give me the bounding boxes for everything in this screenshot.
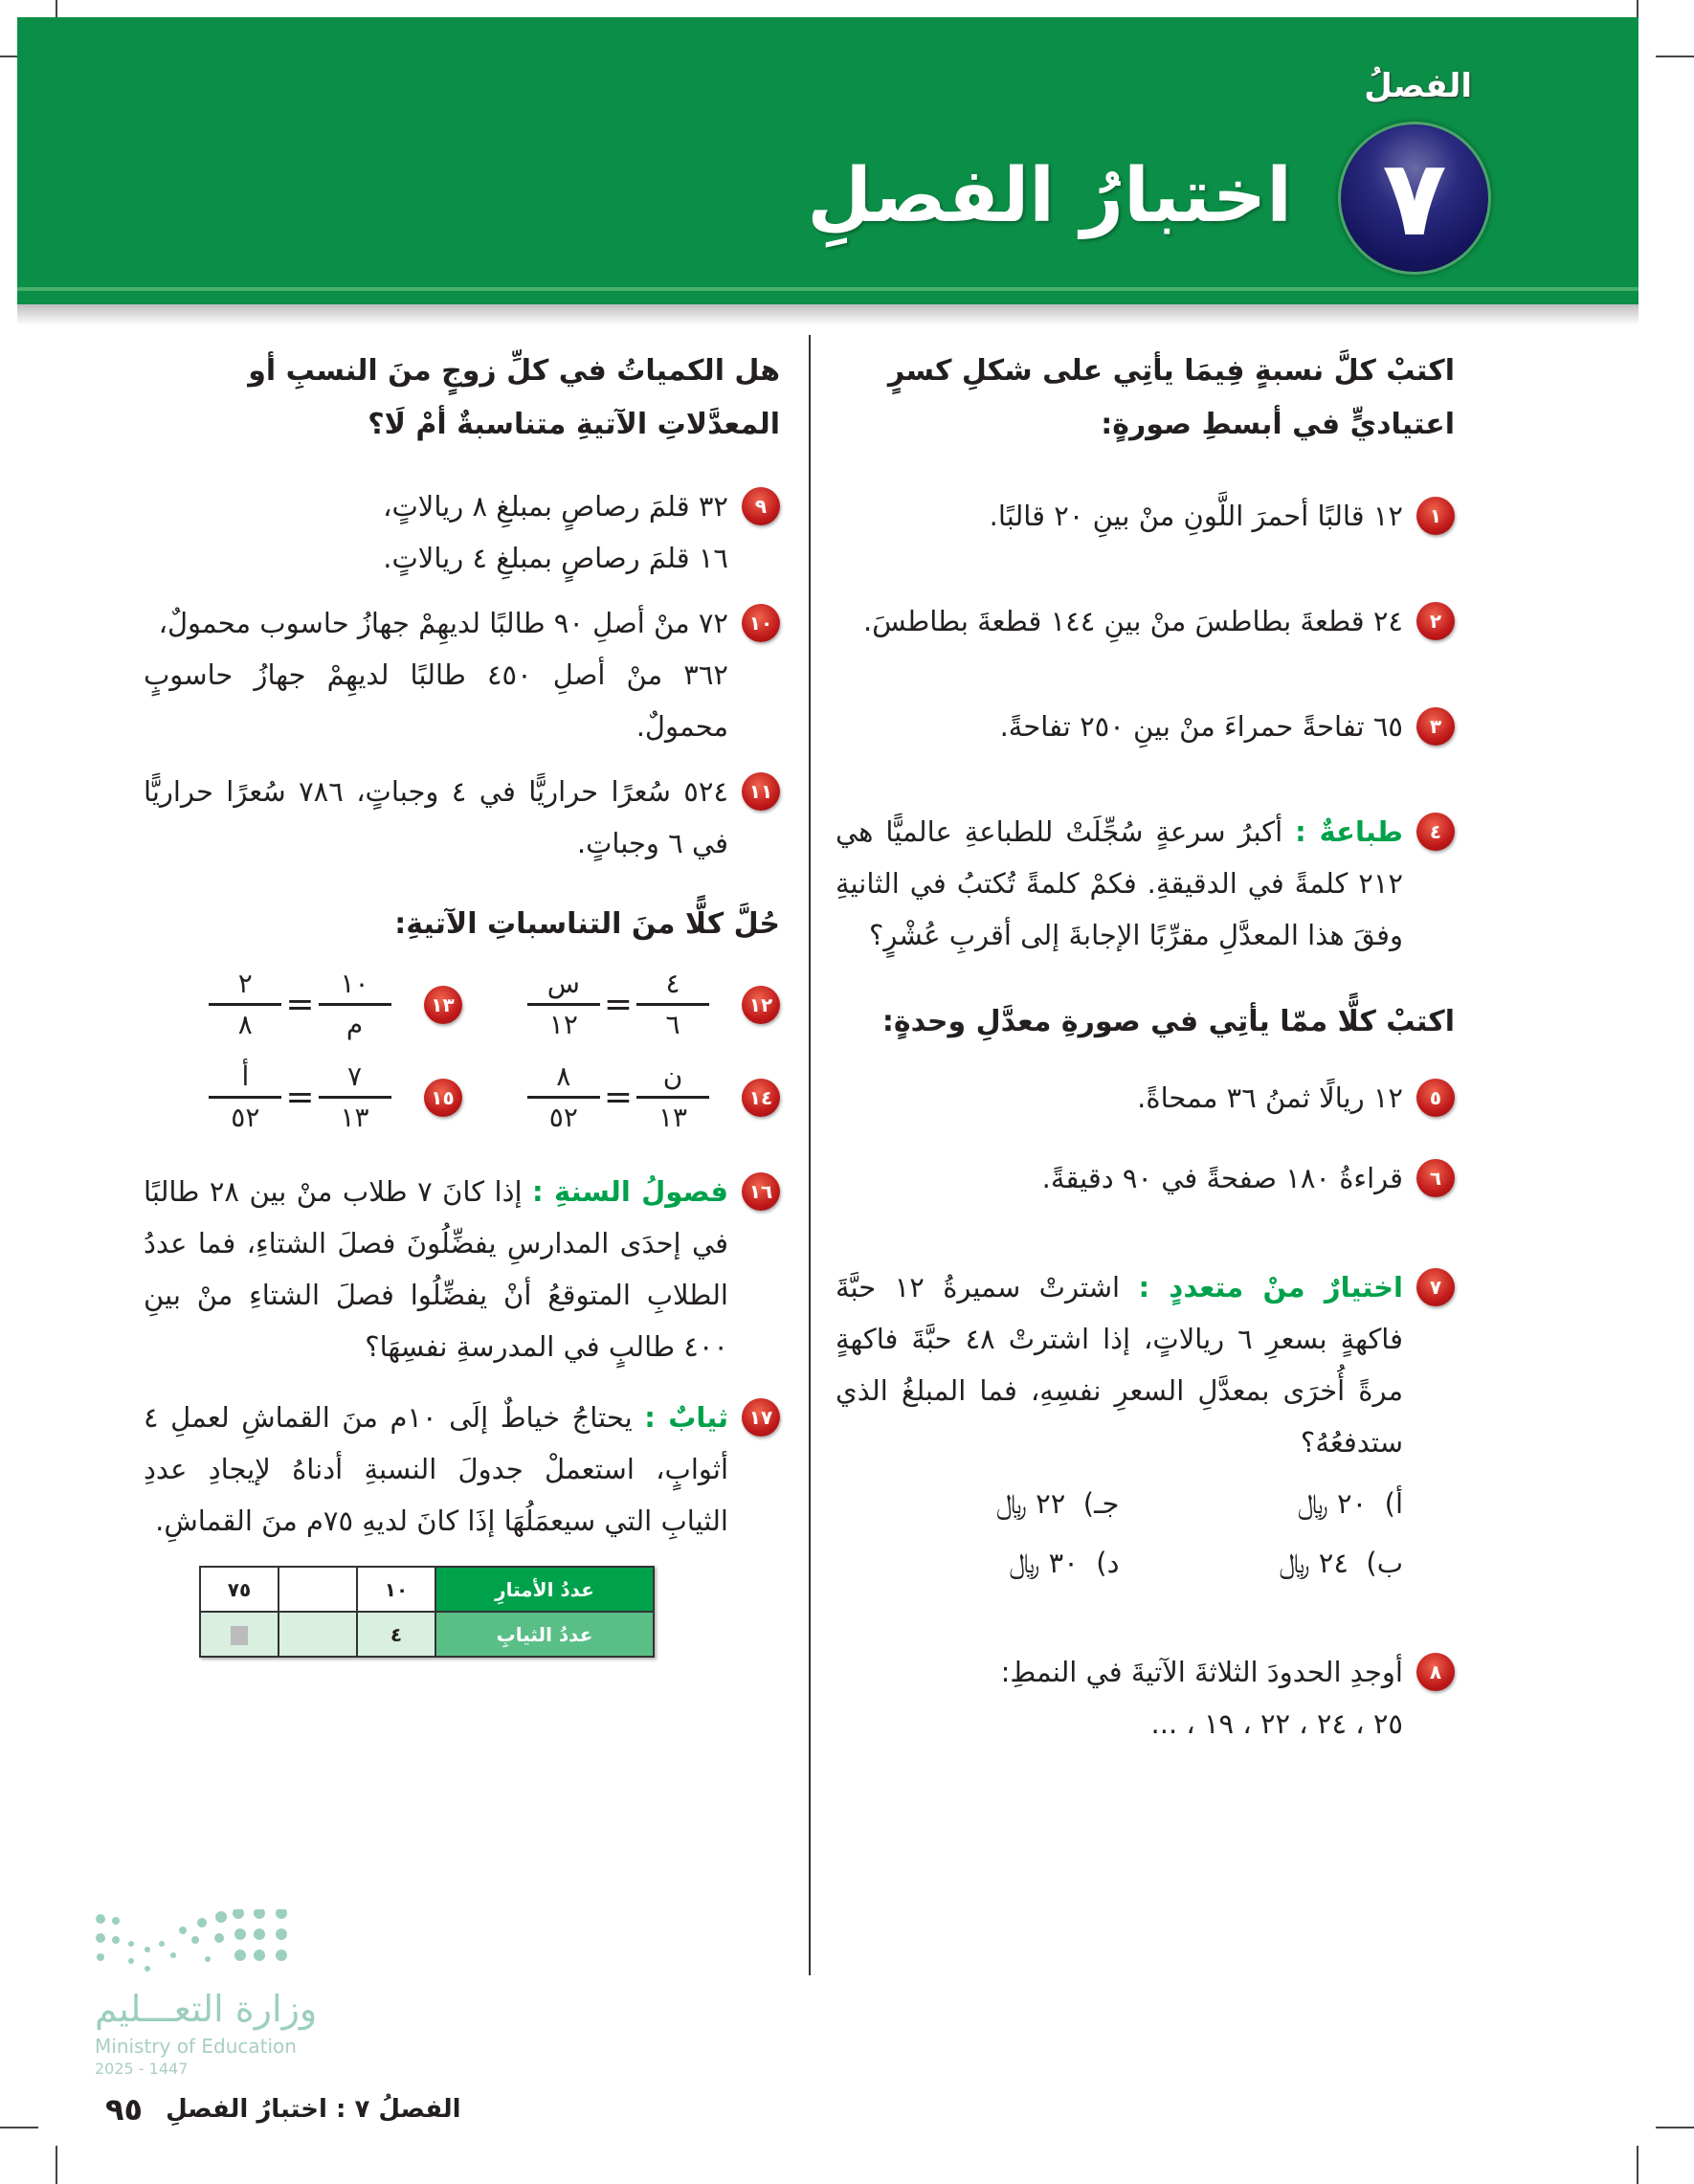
exercise-text	[144, 1392, 728, 1547]
crop-mark	[56, 2146, 57, 2184]
exercise-text	[144, 597, 728, 752]
exercise-body: يحتاجُ خياطٌ إلَى ١٠م منَ القماشِ لعملِ ٤ أثوابٍ، استعملْ جدولَ النسبةِ أدناهُ لإيجادِ عددِ الثيابِ التي سيعمَلُهَا إذَا كانَ لديهِ ٧٥م منَ القماشِ.	[144, 1401, 728, 1537]
table-cell	[279, 1612, 357, 1657]
exercise-label: فصولُ السنةِ :	[532, 1175, 729, 1208]
exercise-badge: ١٧	[742, 1398, 780, 1437]
instruction-heading: اكتبْ كلًّا ممّا يأتِي في صورةِ معدَّلِ وحدةٍ:	[881, 1005, 1455, 1038]
row-header: عددُ الأمتارِ	[435, 1567, 654, 1612]
numerator: ١٠	[319, 965, 391, 1006]
exercise-badge: ٣	[1416, 707, 1455, 746]
exercise-badge: ١٦	[742, 1172, 780, 1211]
exercise	[836, 1152, 1455, 1204]
chapter-number-badge: ٧	[1338, 122, 1491, 275]
exercise-badge: ٥	[1416, 1079, 1455, 1117]
fraction	[214, 1058, 276, 1137]
answer-options	[836, 1478, 1403, 1589]
exercise-badge: ٢	[1416, 602, 1455, 640]
exercise-text: ١٢ ريالًا ثمنُ ٣٦ ممحاةً.	[1137, 1081, 1403, 1114]
banner-stripe	[17, 287, 1638, 291]
instruction-heading: هل الكمياتُ في كلِّ زوجٍ منَ النسبِ أو المعدَّلاتِ الآتيةِ متناسبةٌ أمْ لَا؟	[248, 354, 780, 441]
exercise-text	[836, 1261, 1403, 1468]
numerator: ٤	[636, 965, 709, 1006]
denominator: ١٣	[340, 1102, 369, 1133]
page-number: ٩٥	[105, 2091, 144, 2128]
table-cell-unknown	[200, 1612, 279, 1657]
exercise	[836, 490, 1455, 542]
exercise-text	[836, 1646, 1403, 1749]
numerator: ٢	[209, 965, 281, 1006]
fraction	[642, 1058, 703, 1137]
equals-sign: =	[603, 1078, 633, 1117]
exercise	[836, 806, 1455, 961]
numerator: س	[527, 965, 600, 1006]
exercise-badge: ٩	[742, 487, 780, 525]
proportion-equation	[214, 965, 385, 1044]
option-value: ٢٤ ﷼	[1279, 1547, 1349, 1579]
option-letter: د)	[1096, 1547, 1120, 1579]
exercise	[144, 597, 780, 752]
exercise-badge: ٧	[1416, 1268, 1455, 1306]
exercise-line: ٣٢ قلمَ رصاصٍ بمبلغِ ٨ ريالاتٍ،	[383, 490, 728, 523]
equals-sign: =	[285, 985, 315, 1024]
exercise-badge: ١٠	[742, 604, 780, 642]
fraction	[214, 965, 276, 1044]
numerator: ٨	[527, 1058, 600, 1099]
answer-placeholder-icon	[231, 1626, 248, 1645]
exercise	[144, 1166, 780, 1372]
equals-sign: =	[603, 985, 633, 1024]
exercise-text: ٢٤ قطعةَ بطاطسَ منْ بينِ ١٤٤ قطعةَ بطاطسَ.	[862, 605, 1403, 637]
table-cell: ١٠	[357, 1567, 435, 1612]
column-divider	[809, 335, 811, 1975]
exercise-badge: ٤	[1416, 813, 1455, 851]
proportion-exercise	[144, 1058, 462, 1137]
exercise-badge: ١٤	[742, 1079, 780, 1117]
table-cell: ٤	[357, 1612, 435, 1657]
exercise-body: أكبرُ سرعةٍ سُجِّلَتْ للطباعةِ عالميًّا هي ٢١٢ كلمةً في الدقيقةِ. فكمْ كلمةً تُكتبُ في الثانيةِ وفقَ هذا المعدَّلِ مقرِّبًا الإجابةَ إلى أقربِ عُشْرٍ؟	[836, 815, 1403, 951]
option-b[interactable]	[1120, 1537, 1404, 1589]
edition-year: 2025 - 1447	[95, 2060, 189, 2078]
exercise-badge: ١	[1416, 497, 1455, 535]
crop-mark	[0, 2127, 38, 2128]
numerator: أ	[209, 1058, 281, 1099]
exercise-text: ٦٥ تفاحةً حمراءَ منْ بينِ ٢٥٠ تفاحةً.	[999, 710, 1403, 743]
exercise-badge: ١٥	[424, 1079, 462, 1117]
chapter-word: الفصلُ	[1364, 67, 1472, 105]
fraction	[533, 965, 594, 1044]
option-d[interactable]	[836, 1537, 1120, 1589]
option-letter: أ)	[1384, 1487, 1403, 1520]
option-value: ٣٠ ﷼	[1009, 1547, 1079, 1579]
table-cell	[279, 1567, 357, 1612]
proportion-equation	[533, 965, 703, 1044]
ratio-table	[199, 1566, 655, 1658]
exercise-body: إذا كانَ ٧ طلاب منْ بين ٢٨ طالبًا في إحدَى المدارسِ يفضِّلُونَ فصلَ الشتاءِ، فما عددُ الطلابِ المتوقعُ أنْ يفضِّلُوا فصلَ الشتاءِ منْ بينِ ٤٠٠ طالبٍ في المدرسةِ نفسِهَا؟	[144, 1175, 728, 1363]
exercise-text: قراءةُ ١٨٠ صفحةً في ٩٠ دقيقةً.	[1041, 1162, 1403, 1194]
ministry-logo-icon	[95, 1909, 301, 1978]
row-header: عددُ الثيابِ	[435, 1612, 654, 1657]
fraction	[642, 965, 703, 1044]
exercise-badge: ١٣	[424, 986, 462, 1024]
right-column	[836, 345, 1455, 1749]
denominator: ٥٢	[548, 1102, 578, 1133]
option-letter: ب)	[1366, 1547, 1403, 1579]
number-sequence: ٢٥ ، ٢٤ ، ٢٢ ، ١٩ ، ...	[1150, 1707, 1403, 1740]
crop-mark	[1656, 56, 1694, 57]
exercise-line: ١٦ قلمَ رصاصٍ بمبلغِ ٤ ريالاتٍ.	[383, 542, 728, 574]
exercise-text: ٥٢٤ سُعرًا حراريًّا في ٤ وجباتٍ، ٧٨٦ سُعرًا حراريًّا في ٦ وجباتٍ.	[144, 775, 729, 859]
left-column	[144, 345, 780, 1658]
fraction	[324, 1058, 386, 1137]
footer-chapter-ref: الفصلُ ٧ : اختبارُ الفصلِ	[166, 2095, 461, 2124]
exercise-label: طباعةٌ :	[1295, 815, 1403, 848]
exercise-badge: ٦	[1416, 1159, 1455, 1197]
proportion-exercise	[144, 965, 462, 1044]
exercise-text: ١٢ قالبًا أحمرَ اللَّونِ منْ بينِ ٢٠ قالبًا.	[989, 500, 1403, 532]
page-title: اختبارُ الفصلِ	[807, 153, 1292, 239]
exercise	[836, 1261, 1455, 1468]
option-value: ٢٠ ﷼	[1297, 1487, 1368, 1520]
option-a[interactable]	[1120, 1478, 1404, 1529]
proportion-exercise	[462, 1058, 781, 1137]
denominator: م	[345, 1009, 364, 1040]
exercise	[836, 1646, 1455, 1749]
exercise-badge: ١١	[742, 772, 780, 811]
exercise-text	[144, 480, 728, 584]
exercise	[836, 595, 1455, 647]
page-footer	[105, 2090, 461, 2128]
equals-sign: =	[285, 1078, 315, 1117]
denominator: ٨	[237, 1009, 253, 1040]
ministry-name-english: Ministry of Education	[95, 2035, 297, 2058]
crop-mark	[1637, 2146, 1638, 2184]
option-value: ٢٢ ﷼	[995, 1487, 1066, 1520]
exercise-text	[144, 1166, 728, 1372]
option-c[interactable]	[836, 1478, 1120, 1529]
denominator: ١٣	[658, 1102, 688, 1133]
fraction	[324, 965, 386, 1044]
numerator: ن	[636, 1058, 709, 1099]
exercise-label: اختيارٌ منْ متعددٍ :	[1138, 1271, 1403, 1304]
exercise-body: أوجدِ الحدودَ الثلاثةَ الآتيةَ في النمطِ:	[1000, 1656, 1403, 1688]
denominator: ٥٢	[231, 1102, 260, 1133]
exercise	[836, 701, 1455, 752]
numerator: ٧	[319, 1058, 391, 1099]
exercise	[144, 1392, 780, 1547]
table-row	[200, 1612, 654, 1657]
banner-shadow	[17, 304, 1638, 325]
table-row	[200, 1567, 654, 1612]
exercise-body: اشترتْ سميرةُ ١٢ حبَّةَ فاكهةٍ بسعرِ ٦ ريالاتٍ، إذا اشترتْ ٤٨ حبَّةَ فاكهةٍ مرةً أُخرَى بمعدَّلِ السعرِ نفسِهِ، فما المبلغُ الذي ستدفعُهُ؟	[836, 1271, 1403, 1459]
exercise-line: ٧٢ منْ أصلِ ٩٠ طالبًا لديهِمْ جهازُ حاسوب محمولٌ،	[158, 607, 728, 639]
instruction-heading: حُلَّ كلًّا منَ التناسباتِ الآتيةِ:	[394, 907, 780, 941]
denominator: ٦	[665, 1009, 680, 1040]
exercise-text	[836, 806, 1403, 961]
exercise-badge: ١٢	[742, 986, 780, 1024]
exercise	[144, 766, 780, 869]
denominator: ١٢	[548, 1009, 578, 1040]
proportions-grid	[144, 965, 780, 1137]
exercise	[144, 480, 780, 584]
proportion-equation	[214, 1058, 385, 1137]
crop-mark	[1656, 2127, 1694, 2128]
exercise-badge: ٨	[1416, 1653, 1455, 1691]
ministry-name-arabic: وزارة التعـــليم	[95, 1988, 318, 2030]
instruction-heading: اكتبْ كلَّ نسبةٍ فِيمَا يأتِي على شكلِ كسرٍ اعتياديٍّ في أبسطِ صورةٍ:	[887, 354, 1455, 441]
exercise-line: ٣٦٢ منْ أصلِ ٤٥٠ طالبًا لديهِمْ جهازُ حاسوبٍ محمولٌ.	[144, 658, 728, 743]
option-letter: جـ)	[1082, 1487, 1120, 1520]
proportion-equation	[533, 1058, 703, 1137]
proportion-exercise	[462, 965, 781, 1044]
fraction	[533, 1058, 594, 1137]
table-cell: ٧٥	[200, 1567, 279, 1612]
exercise	[836, 1072, 1455, 1124]
exercise-label: ثيابٌ :	[644, 1401, 729, 1434]
